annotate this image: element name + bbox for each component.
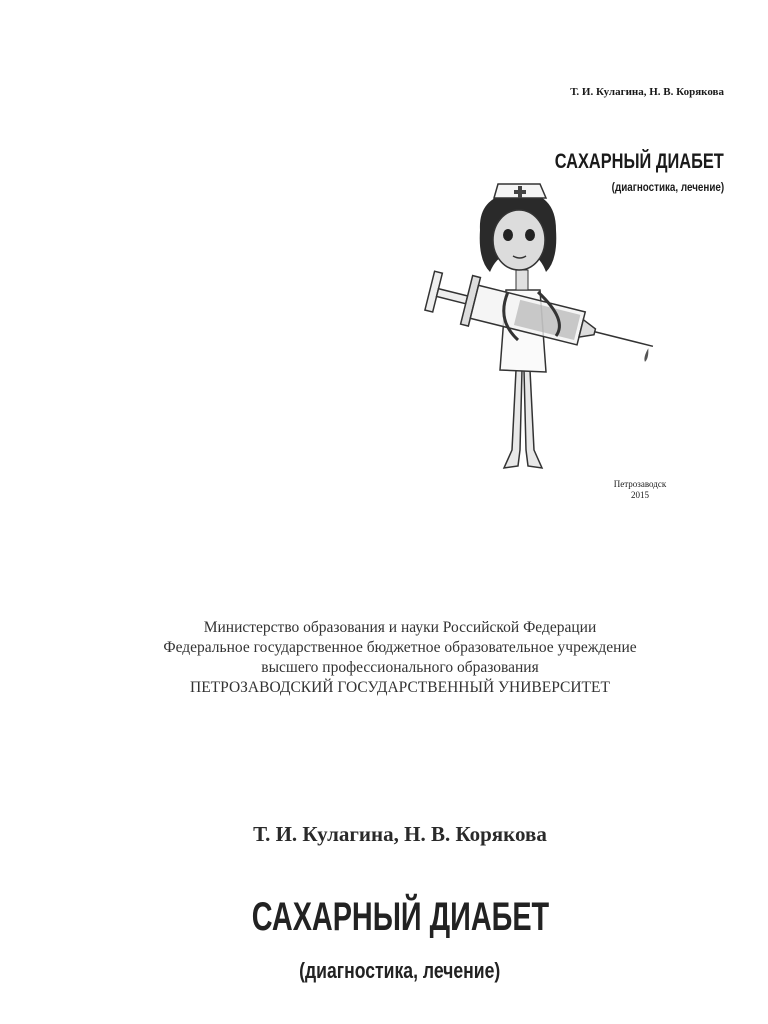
- institution-line: высшего профессионального образования: [261, 659, 539, 676]
- institution-block: [0, 618, 768, 698]
- nurse-with-syringe-icon: [408, 180, 658, 470]
- title-page-subtitle: [0, 958, 768, 984]
- cover-city: Петрозаводск: [613, 479, 667, 489]
- cover-imprint: [590, 479, 690, 501]
- cover-title: САХАРНЫЙ ДИАБЕТ: [554, 150, 724, 173]
- title-page-authors: Т. И. Кулагина, Н. В. Корякова: [253, 822, 547, 846]
- cover-year: 2015: [631, 490, 649, 500]
- cover-authors: Т. И. Кулагина, Н. В. Корякова: [570, 86, 724, 98]
- title-page-subtitle-text: (диагностика, лечение): [299, 958, 501, 983]
- title-page-title: [0, 895, 768, 940]
- cover-subtitle: (диагностика, лечение): [611, 180, 724, 194]
- institution-line: Министерство образования и науки Российской Федерации: [203, 619, 597, 636]
- institution-line: Федеральное государственное бюджетное образовательное учреждение: [163, 639, 637, 656]
- title-page-title-text: САХАРНЫЙ ДИАБЕТ: [251, 895, 549, 939]
- institution-line: ПЕТРОЗАВОДСКИЙ ГОСУДАРСТВЕННЫЙ УНИВЕРСИТЕТ: [190, 679, 610, 696]
